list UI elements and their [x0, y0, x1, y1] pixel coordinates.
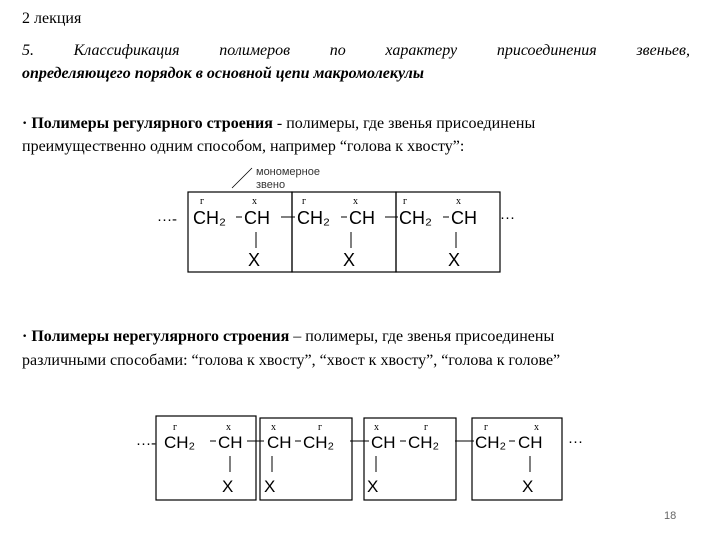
tail-label: х	[226, 422, 231, 433]
head-label: г	[318, 422, 323, 433]
heading-word: по	[329, 42, 346, 59]
page-number: 18	[664, 510, 677, 522]
heading-word: Классификация	[73, 42, 180, 59]
regular-term: Полимеры регулярного строения	[31, 115, 273, 132]
tail-label: х	[374, 422, 379, 433]
chain-lead: ···-	[136, 435, 156, 452]
group-ch2: CH₂	[164, 433, 196, 452]
group-ch: CH	[244, 208, 270, 228]
chain-trail: ···	[568, 433, 583, 450]
group-ch: CH	[218, 433, 243, 452]
irregular-term: Полимеры нерегулярного строения	[31, 328, 290, 345]
substituent-x: X	[264, 477, 276, 496]
head-label: г	[302, 196, 307, 207]
tail-label: х	[534, 422, 539, 433]
section-heading-line2: определяющего порядок в основной цепи макромолекулы	[22, 65, 424, 82]
irregular-paragraph-line2: различными способами: “голова к хвосту”, “хвост к хвосту”, “голова к голове”	[22, 352, 561, 369]
heading-word: звеньев,	[636, 42, 690, 59]
head-label: г	[484, 422, 489, 433]
annotation-text: звено	[256, 179, 286, 191]
group-ch2: CH₂	[408, 433, 440, 452]
substituent-x: X	[522, 477, 534, 496]
group-ch2: CH₂	[297, 208, 330, 228]
substituent-x: X	[248, 250, 261, 270]
group-ch: CH	[451, 208, 477, 228]
heading-word: 5.	[22, 42, 34, 59]
bullet: ·	[22, 328, 28, 345]
substituent-x: X	[367, 477, 379, 496]
heading-word: характеру	[385, 42, 458, 59]
annotation-text: мономерное	[256, 166, 320, 178]
group-ch2: CH₂	[303, 433, 335, 452]
tail-label: x	[456, 196, 461, 207]
tail-label: x	[252, 196, 257, 207]
substituent-x: X	[222, 477, 234, 496]
substituent-x: X	[448, 250, 461, 270]
bullet: ·	[22, 115, 28, 132]
group-ch2: CH₂	[399, 208, 432, 228]
group-ch2: CH₂	[475, 433, 507, 452]
chain-trail: ···	[500, 209, 515, 226]
group-ch: CH	[371, 433, 396, 452]
group-ch2: CH₂	[193, 208, 226, 228]
tail-label: х	[271, 422, 276, 433]
head-label: г	[173, 422, 178, 433]
irregular-definition: – полимеры, где звенья присоединены	[289, 328, 555, 345]
group-ch: CH	[267, 433, 292, 452]
lecture-label: 2 лекция	[22, 10, 82, 27]
group-ch: CH	[349, 208, 375, 228]
regular-definition: - полимеры, где звенья присоединены	[272, 115, 536, 132]
heading-word: присоединения	[496, 42, 597, 59]
head-label: г	[424, 422, 429, 433]
substituent-x: X	[343, 250, 356, 270]
tail-label: x	[353, 196, 358, 207]
heading-word: полимеров	[219, 42, 291, 59]
chain-lead: ···-	[157, 211, 177, 228]
head-label: г	[403, 196, 408, 207]
regular-paragraph-line2: преимущественно одним способом, например “голова к хвосту”:	[22, 138, 465, 155]
group-ch: CH	[518, 433, 543, 452]
monomer-unit-box	[156, 416, 256, 500]
head-label: г	[200, 196, 205, 207]
